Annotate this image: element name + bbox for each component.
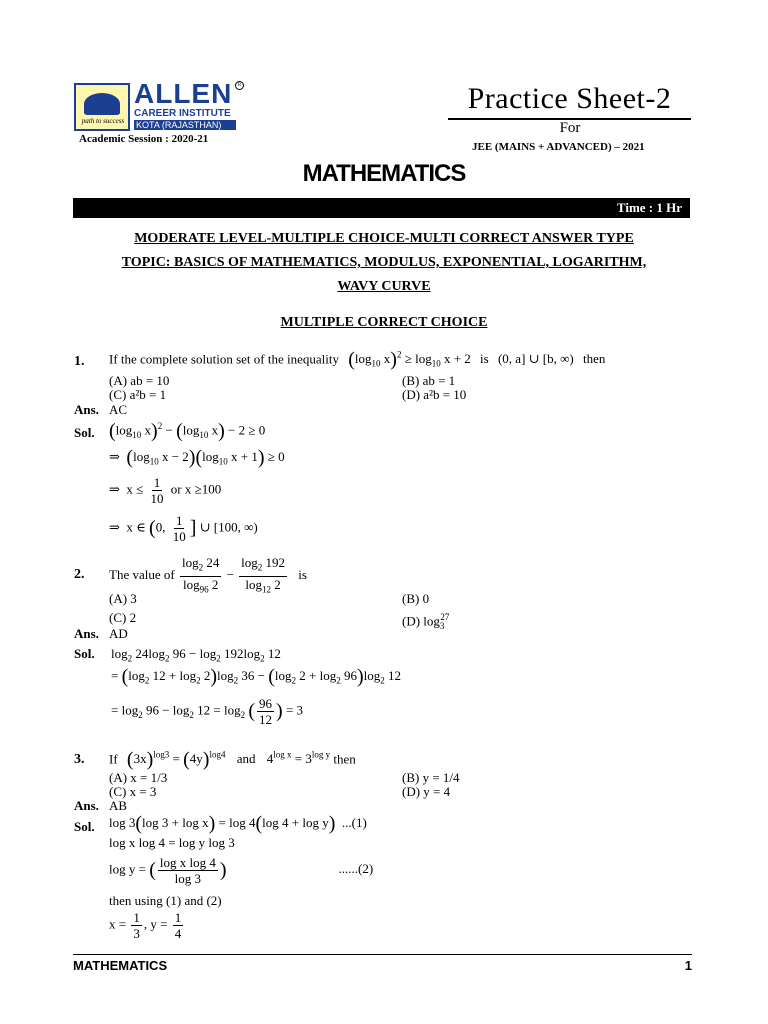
q2-sol-step1: $\log_2 24\log_2$ $96 - \log_2 192\log_2$ 12 (111, 646, 281, 664)
footer-subject: MATHEMATICS (73, 958, 168, 973)
q1-sol-step2: ⇒ ($\log_{10}$ $x - 2)(\log_{10}$ x + 1) ≥ 0 (109, 446, 285, 469)
q1-option-a: (A) ab = 10 (109, 373, 170, 388)
q2-option-d: (D) $\log_3^{27}$ (402, 612, 450, 631)
q3-sol-step5: x = $\frac{1}{3}$ , y = $\frac{1}{4}$ (109, 910, 182, 941)
topic-heading-line1: TOPIC: BASICS OF MATHEMATICS, MODULUS, EXPONENTIAL, LOGARITHM, (121, 255, 647, 270)
academic-session: Academic Session : 2020-21 (79, 133, 209, 145)
q2-sol-step2: = ($\log_2$ $12 + \log_2 2)\log_2$ $36 - (\log_2$ $2 + \log_2 96)\log_2$ 12 (111, 665, 402, 688)
q3-ans-label: Ans. (74, 798, 99, 813)
q3-option-b: (B) y = 1/4 (402, 770, 460, 785)
q1-text: If the complete solution set of the inequality ($\log_{10}$ $x)^2 \ge \log_{10} x + 2$ is (0, a] ∪ [b, ∞) then (109, 348, 606, 371)
q1-option-c: (C) a²b = 1 (109, 387, 167, 402)
logo-tagline-1: CAREER INSTITUTE (134, 108, 231, 119)
q3-text: If $(3x)^{log3} = (4y)^{log4}$ and $4^{log x} = 3^{log y}$ then (109, 748, 356, 771)
q2-number: 2. (74, 567, 85, 582)
q1-sol-label: Sol. (74, 425, 95, 440)
q3-sol-step4: then using (1) and (2) (109, 893, 222, 908)
logo-motto: path to success (81, 117, 125, 125)
exam-name: JEE (MAINS + ADVANCED) – 2021 (472, 141, 645, 153)
q3-option-c: (C) x = 3 (109, 784, 157, 799)
q3-option-a: (A) x = 1/3 (109, 770, 168, 785)
sheet-title: Practice Sheet-2 (448, 82, 691, 120)
q1-answer: AC (109, 402, 128, 417)
q3-sol-label: Sol. (74, 819, 95, 834)
topic-heading-line2: WAVY CURVE (337, 279, 431, 294)
time-label: Time : 1 Hr (616, 200, 682, 215)
logo-brand: ALLEN (134, 78, 233, 109)
q1-set: (0, a] ∪ [b, ∞) (497, 351, 574, 367)
q1-sol-step1: ($\log_{10}$ $x)^2 - (\log_{10}$ x) − 2 ≥ 0 (109, 419, 266, 442)
footer-rule (73, 954, 692, 955)
q1-option-b: (B) ab = 1 (402, 373, 456, 388)
q2-answer: AD (109, 626, 128, 641)
section-heading: MULTIPLE CORRECT CHOICE (280, 315, 488, 330)
q3-sol-step3: log y = ( $\frac{\text{log x log 4}}{\log 3}$ ) ......(2) (109, 855, 374, 886)
q2-option-b: (B) 0 (402, 591, 430, 606)
page-number: 1 (684, 958, 692, 973)
for-label: For (559, 120, 581, 136)
q1-sol-step4: ⇒ x ∈ (0, $\frac{1}{10}$ ] ∪ [100, ∞) (109, 513, 258, 544)
q1-number: 1. (74, 354, 85, 369)
q2-text: The value of $\frac{\log_2 24}{\log_{96} 2}$ − $\frac{\log_2 192}{\log_{12} 2}$ is (109, 555, 307, 595)
q2-ans-label: Ans. (74, 626, 99, 641)
q3-answer: AB (109, 798, 128, 813)
q3-number: 3. (74, 752, 85, 767)
time-bar (73, 198, 690, 218)
subject-title: MATHEMATICS (302, 160, 466, 187)
q1-sol-step3: ⇒ x ≤ $\frac{1}{10}$ or x ≥100 (109, 475, 222, 506)
logo-emblem (74, 83, 130, 131)
q3-sol-step1: log 3(log 3 + log x) = log 4(log 4 + log y) ...(1) (109, 812, 367, 835)
q2-sol-label: Sol. (74, 646, 95, 661)
q2-option-a: (A) 3 (109, 591, 137, 606)
registered-icon: R (235, 81, 244, 90)
level-heading: MODERATE LEVEL-MULTIPLE CHOICE-MULTI CORRECT ANSWER TYPE (134, 231, 634, 246)
q2-option-c: (C) 2 (109, 610, 137, 625)
allen-logo (74, 78, 244, 131)
logo-tagline-2: KOTA (RAJASTHAN) (134, 120, 236, 130)
q1-inequality: ($\log_{10}$ $x)^2 \ge \log_{10} x + 2$ (348, 348, 471, 371)
q3-option-d: (D) y = 4 (402, 784, 451, 799)
q1-option-d: (D) a²b = 10 (402, 387, 467, 402)
q1-ans-label: Ans. (74, 402, 99, 417)
q2-sol-step3: = $\log_2 96 - \log_2 12 = \log_2$ ( $\frac{96}{12}$ ) = 3 (111, 696, 304, 727)
q3-sol-step2: log x log 4 = log y log 3 (109, 835, 235, 850)
